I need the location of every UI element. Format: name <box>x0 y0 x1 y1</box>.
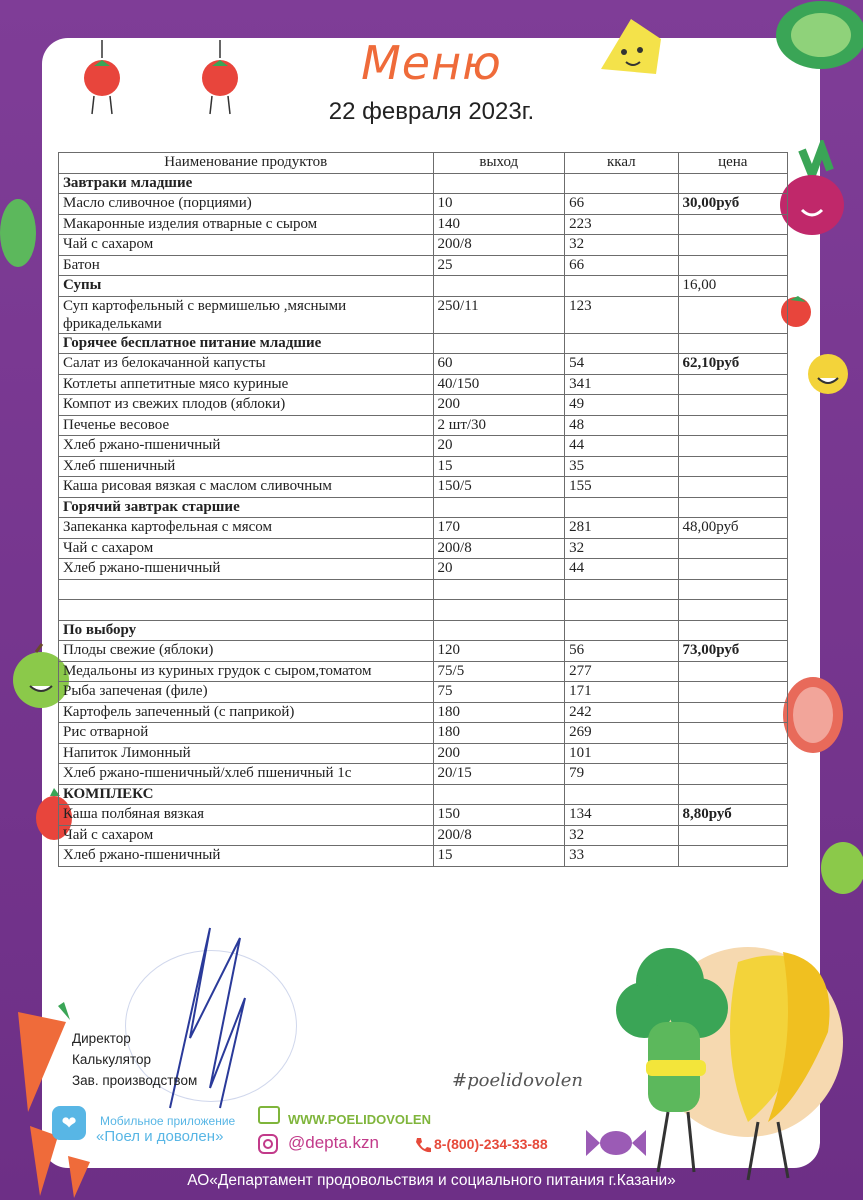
item-price <box>678 723 787 744</box>
item-kcal: 54 <box>565 354 678 375</box>
item-out <box>433 497 565 518</box>
app-like-icon: ❤ <box>52 1106 86 1140</box>
item-price <box>678 436 787 457</box>
item-price <box>678 825 787 846</box>
instagram-link[interactable]: @depta.kzn <box>288 1133 379 1152</box>
table-row <box>59 415 788 436</box>
item-kcal: 35 <box>565 456 678 477</box>
item-price: 62,10руб <box>678 354 787 375</box>
item-kcal: 44 <box>565 436 678 457</box>
item-kcal: 66 <box>565 255 678 276</box>
item-out: 75 <box>433 682 565 703</box>
item-price <box>678 214 787 235</box>
item-kcal <box>565 600 678 621</box>
empty-row <box>59 600 788 621</box>
item-kcal: 44 <box>565 559 678 580</box>
item-out: 150/5 <box>433 477 565 498</box>
item-price: 73,00руб <box>678 641 787 662</box>
item-kcal <box>565 620 678 641</box>
item-name: Чай с сахаром <box>59 538 434 559</box>
item-name: Хлеб ржано-пшеничный/хлеб пшеничный 1с <box>59 764 434 785</box>
item-out: 15 <box>433 456 565 477</box>
item-name: Компот из свежих плодов (яблоки) <box>59 395 434 416</box>
leaf-left-icon <box>0 196 40 270</box>
item-price <box>678 784 787 805</box>
carrot-icon <box>8 1002 74 1122</box>
item-out <box>433 620 565 641</box>
smile-icon <box>806 350 850 398</box>
item-out: 200 <box>433 743 565 764</box>
item-name: Масло сливочное (порциями) <box>59 194 434 215</box>
item-out: 20 <box>433 559 565 580</box>
table-row <box>59 805 788 826</box>
item-name: Салат из белокачанной капусты <box>59 354 434 375</box>
item-name: По выбору <box>59 620 434 641</box>
item-price: 16,00 <box>678 276 787 297</box>
calculator-label: Калькулятор <box>72 1052 152 1067</box>
item-price <box>678 235 787 256</box>
item-out: 10 <box>433 194 565 215</box>
item-price <box>678 702 787 723</box>
item-out: 20/15 <box>433 764 565 785</box>
item-kcal: 277 <box>565 661 678 682</box>
item-name: Чай с сахаром <box>59 825 434 846</box>
item-kcal: 341 <box>565 374 678 395</box>
footer-organization: АО«Департамент продовольствия и социального питания г.Казани» <box>187 1172 676 1189</box>
item-price <box>678 764 787 785</box>
item-name: Супы <box>59 276 434 297</box>
item-kcal: 49 <box>565 395 678 416</box>
table-row <box>59 846 788 867</box>
item-kcal: 242 <box>565 702 678 723</box>
item-out: 140 <box>433 214 565 235</box>
table-row <box>59 825 788 846</box>
item-kcal: 123 <box>565 296 678 333</box>
item-price <box>678 395 787 416</box>
table-header-row <box>59 153 788 174</box>
item-out <box>433 173 565 194</box>
item-price <box>678 415 787 436</box>
www-icon <box>258 1106 280 1124</box>
item-price <box>678 374 787 395</box>
section-row <box>59 784 788 805</box>
item-out <box>433 333 565 354</box>
table-row <box>59 559 788 580</box>
item-kcal: 33 <box>565 846 678 867</box>
item-price <box>678 600 787 621</box>
table-row <box>59 682 788 703</box>
item-out: 200/8 <box>433 538 565 559</box>
menu-table <box>58 152 788 867</box>
signature-block <box>72 1028 197 1091</box>
page-title: Меню <box>361 36 502 90</box>
item-out: 250/11 <box>433 296 565 333</box>
item-out: 200/8 <box>433 235 565 256</box>
item-price <box>678 296 787 333</box>
item-out: 120 <box>433 641 565 662</box>
item-kcal: 281 <box>565 518 678 539</box>
header-name: Наименование продуктов <box>59 153 434 174</box>
item-out <box>433 579 565 600</box>
item-kcal: 101 <box>565 743 678 764</box>
item-kcal: 56 <box>565 641 678 662</box>
item-out <box>433 276 565 297</box>
item-price <box>678 173 787 194</box>
candy-icon <box>586 1124 646 1162</box>
empty-row <box>59 579 788 600</box>
item-name <box>59 600 434 621</box>
item-price <box>678 682 787 703</box>
app-label: Мобильное приложение <box>100 1114 236 1128</box>
section-row <box>59 333 788 354</box>
table-row <box>59 702 788 723</box>
item-kcal: 32 <box>565 825 678 846</box>
header-price: цена <box>678 153 787 174</box>
table-row <box>59 255 788 276</box>
item-name: Хлеб ржано-пшеничный <box>59 559 434 580</box>
table-row <box>59 235 788 256</box>
item-kcal: 48 <box>565 415 678 436</box>
item-name: Суп картофельный с вермишелью ,мясными фрикадельками <box>59 296 434 333</box>
item-kcal: 269 <box>565 723 678 744</box>
item-price <box>678 620 787 641</box>
item-out: 200/8 <box>433 825 565 846</box>
production-label: Зав. производством <box>72 1073 198 1088</box>
table-row <box>59 214 788 235</box>
item-price <box>678 538 787 559</box>
item-out: 180 <box>433 702 565 723</box>
item-name: КОМПЛЕКС <box>59 784 434 805</box>
item-name: Рис отварной <box>59 723 434 744</box>
item-out: 200 <box>433 395 565 416</box>
table-row <box>59 723 788 744</box>
director-label: Директор <box>72 1031 131 1046</box>
item-kcal: 66 <box>565 194 678 215</box>
item-out: 20 <box>433 436 565 457</box>
item-out: 40/150 <box>433 374 565 395</box>
item-price: 48,00руб <box>678 518 787 539</box>
item-kcal <box>565 276 678 297</box>
item-kcal <box>565 784 678 805</box>
item-price <box>678 559 787 580</box>
item-price <box>678 456 787 477</box>
section-row <box>59 173 788 194</box>
item-name: Каша рисовая вязкая с маслом сливочным <box>59 477 434 498</box>
item-price <box>678 255 787 276</box>
instagram-icon <box>258 1134 278 1154</box>
phone-icon <box>414 1136 432 1154</box>
item-out: 180 <box>433 723 565 744</box>
table-row <box>59 456 788 477</box>
header-out: выход <box>433 153 565 174</box>
item-name: Рыба запеченая (филе) <box>59 682 434 703</box>
item-out <box>433 784 565 805</box>
item-name: Каша полбяная вязкая <box>59 805 434 826</box>
item-name: Горячий завтрак старшие <box>59 497 434 518</box>
table-row <box>59 354 788 375</box>
app-name: «Поел и доволен» <box>96 1128 224 1145</box>
table-row <box>59 641 788 662</box>
item-name: Завтраки младшие <box>59 173 434 194</box>
item-name: Горячее бесплатное питание младшие <box>59 333 434 354</box>
table-row <box>59 194 788 215</box>
website-link[interactable]: WWW.POELIDOVOLEN <box>288 1112 431 1127</box>
table-row <box>59 296 788 333</box>
item-name: Хлеб пшеничный <box>59 456 434 477</box>
item-out: 15 <box>433 846 565 867</box>
section-row <box>59 276 788 297</box>
item-price <box>678 579 787 600</box>
item-out: 170 <box>433 518 565 539</box>
item-out: 75/5 <box>433 661 565 682</box>
item-name: Картофель запеченный (с паприкой) <box>59 702 434 723</box>
item-name: Печенье весовое <box>59 415 434 436</box>
table-row <box>59 764 788 785</box>
item-kcal <box>565 579 678 600</box>
item-name: Хлеб ржано-пшеничный <box>59 436 434 457</box>
item-price <box>678 497 787 518</box>
item-name <box>59 579 434 600</box>
item-price <box>678 477 787 498</box>
item-kcal <box>565 173 678 194</box>
meat-icon <box>778 672 848 758</box>
phone-number[interactable]: 8-(800)-234-33-88 <box>434 1136 548 1152</box>
item-out: 150 <box>433 805 565 826</box>
section-row <box>59 497 788 518</box>
item-kcal <box>565 497 678 518</box>
item-price <box>678 846 787 867</box>
section-row <box>59 620 788 641</box>
item-price <box>678 661 787 682</box>
item-kcal: 32 <box>565 538 678 559</box>
menu-date: 22 февраля 2023г. <box>328 98 535 125</box>
item-kcal: 171 <box>565 682 678 703</box>
item-out: 60 <box>433 354 565 375</box>
item-name: Чай с сахаром <box>59 235 434 256</box>
item-price <box>678 333 787 354</box>
item-kcal: 32 <box>565 235 678 256</box>
leaf-right-icon <box>815 838 863 896</box>
item-name: Запеканка картофельная с мясом <box>59 518 434 539</box>
table-row <box>59 661 788 682</box>
table-row <box>59 477 788 498</box>
item-name: Напиток Лимонный <box>59 743 434 764</box>
item-name: Хлеб ржано-пшеничный <box>59 846 434 867</box>
table-row <box>59 395 788 416</box>
item-kcal <box>565 333 678 354</box>
item-out: 25 <box>433 255 565 276</box>
item-kcal: 155 <box>565 477 678 498</box>
table-row <box>59 436 788 457</box>
table-row <box>59 538 788 559</box>
header-kcal: ккал <box>565 153 678 174</box>
item-name: Котлеты аппетитные мясо куриные <box>59 374 434 395</box>
item-out: 2 шт/30 <box>433 415 565 436</box>
table-row <box>59 374 788 395</box>
item-kcal: 223 <box>565 214 678 235</box>
item-name: Макаронные изделия отварные с сыром <box>59 214 434 235</box>
item-price <box>678 743 787 764</box>
table-row <box>59 518 788 539</box>
table-row <box>59 743 788 764</box>
item-kcal: 134 <box>565 805 678 826</box>
item-name: Медальоны из куриных грудок с сыром,томатом <box>59 661 434 682</box>
item-name: Плоды свежие (яблоки) <box>59 641 434 662</box>
item-kcal: 79 <box>565 764 678 785</box>
item-name: Батон <box>59 255 434 276</box>
hashtag: #poelidovolen <box>452 1070 583 1091</box>
item-price: 8,80руб <box>678 805 787 826</box>
item-price: 30,00руб <box>678 194 787 215</box>
item-out <box>433 600 565 621</box>
